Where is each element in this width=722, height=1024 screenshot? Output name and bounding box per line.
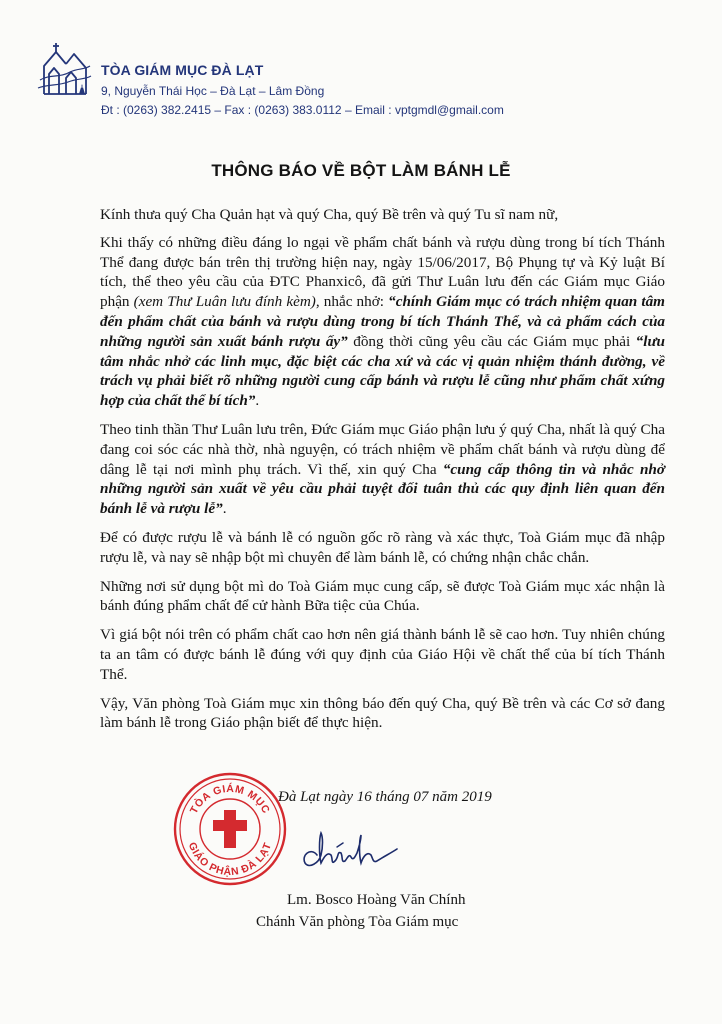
paragraph-1-text: đồng thời cũng yêu cầu các Giám mục phải — [347, 332, 636, 350]
svg-text:GIÁO PHẬN ĐÀ LẠT — [186, 841, 275, 878]
church-logo-icon — [36, 40, 92, 100]
signer-role: Chánh Văn phòng Tòa Giám mục — [256, 914, 459, 930]
cross-icon — [213, 810, 247, 848]
document-title: THÔNG BÁO VỀ BỘT LÀM BÁNH LỄ — [211, 161, 511, 180]
salutation: Kính thưa quý Cha Quản hạt và quý Cha, quý Bề trên và quý Tu sĩ nam nữ, — [100, 206, 559, 223]
paragraph-1-text: Khi thấy có những điều đáng lo ngại về phẩm chất bánh và rượu dùng trong bí tích Thánh Thể đang được bán trên thị trường hiện nay, ngày 15/06/2017, Bộ Phụng tự và Kỷ luật Bí tích, thể theo yêu cầu của ĐTC Phanxicô, đã gửi Thư Luân lưu đến các Giám mục Giáo phận — [100, 233, 665, 311]
paragraph-5: Vì giá bột nói trên có phẩm chất cao hơn nên giá thành bánh lễ sẽ cao hơn. Tuy nhiên chúng ta an tâm có được bánh lễ đúng với quy định của Giáo Hội về chất thể của bí tích Thánh Thể. — [100, 626, 665, 683]
attachment-note: (xem Thư Luân lưu đính kèm) — [133, 293, 316, 311]
paragraph-2-text: . — [222, 500, 227, 518]
paragraph-6: Vậy, Văn phòng Toà Giám mục xin thông báo đến quý Cha, quý Bề trên và các Cơ sở đang làm bánh lễ trong Giáo phận biết để thực hiện. — [100, 694, 665, 732]
letterhead — [101, 61, 661, 118]
paragraph-1-text: , nhắc nhở: — [315, 293, 389, 311]
paragraph-1 — [100, 233, 665, 411]
official-seal — [171, 770, 289, 888]
seal-top-text: TÒA GIÁM MỤC — [187, 782, 273, 816]
organization-address: 9, Nguyễn Thái Học – Đà Lạt – Lâm Đồng — [101, 84, 325, 98]
paragraph-4: Những nơi sử dụng bột mì do Toà Giám mục cung cấp, sẽ được Toà Giám mục xác nhận là bánh đúng phẩm chất để cử hành Bữa tiệc của Chúa. — [100, 577, 665, 615]
paragraph-3: Để có được rượu lễ và bánh lễ có nguồn gốc rõ ràng và xác thực, Toà Giám mục đã nhập rượu lễ, và nay sẽ nhập bột mì chuyên để làm bánh lễ, có chứng nhận chắc chắn. — [100, 528, 665, 566]
quotation: “chính Giám mục có trách nhiệm quan tâm đến phẩm chất của bánh và rượu dùng trong bí tích Thánh Thể, và cả phẩm cách của những người sản xuất bánh rượu ấy” — [100, 293, 665, 350]
organization-contact: Đt : (0263) 382.2415 – Fax : (0263) 383.0112 – Email : vptgmdl@gmail.com — [101, 103, 504, 117]
svg-text:TÒA GIÁM MỤC — [188, 782, 272, 816]
paragraph-2-text: Theo tinh thần Thư Luân lưu trên, Đức Giám mục Giáo phận lưu ý quý Cha, nhất là quý Cha đang coi sóc các nhà thờ, nhà nguyện, có trách nhiệm về phẩm chất bánh và rượu dùng để dâng lễ tại nơi mình phụ trách. Vì thế, xin quý Cha — [100, 420, 665, 478]
signer-name: Lm. Bosco Hoàng Văn Chính — [287, 892, 466, 908]
quotation: “lưu tâm nhắc nhở các linh mục, đặc biệt các cha xứ và các vị quản nhiệm thánh đường, về trách vụ phải biết rõ những người cung cấp bánh và rượu lễ cũng như phẩm chất xứng hợp của chất thể bí tích” — [100, 332, 665, 410]
handwritten-signature — [297, 825, 401, 877]
paragraph-2 — [100, 420, 665, 519]
organization-name: TÒA GIÁM MỤC ĐÀ LẠT — [101, 62, 264, 78]
seal-bottom-text: GIÁO PHẬN ĐÀ LẠT — [185, 840, 275, 879]
quotation: “cung cấp thông tin và nhắc nhở những người sản xuất về yêu cầu phải tuyệt đối tuân thủ các quy định liên quan đến bánh lễ và rượu lễ” — [100, 460, 665, 518]
document-body — [100, 205, 665, 742]
paragraph-1-text: . — [255, 392, 260, 410]
date-line: Đà Lạt ngày 16 tháng 07 năm 2019 — [278, 789, 492, 805]
